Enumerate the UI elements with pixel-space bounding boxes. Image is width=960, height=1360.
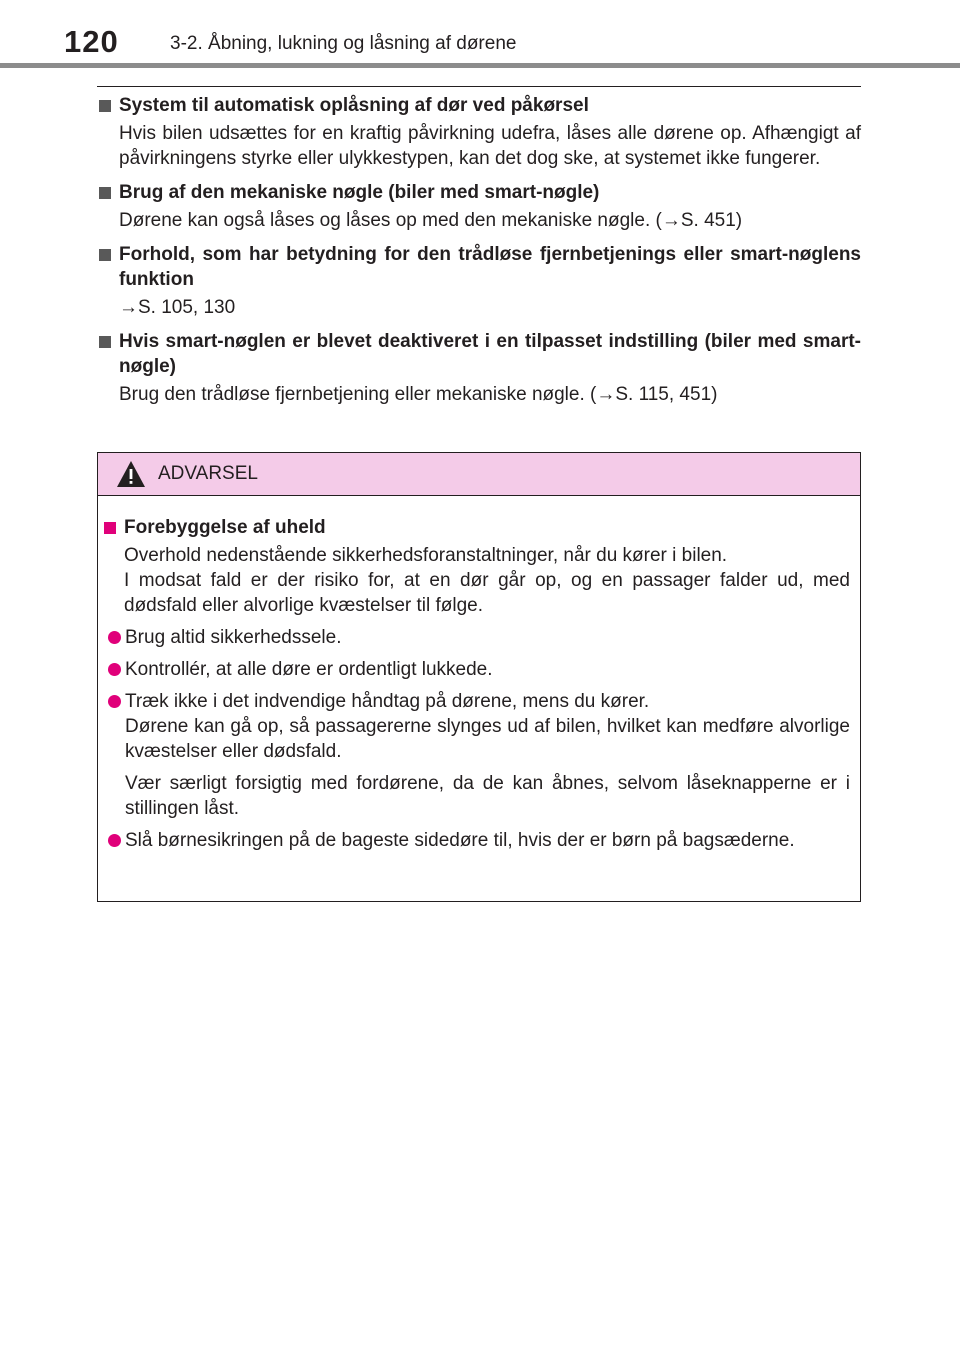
section-body: Dørene kan også låses og låses op med den mekaniske nøgle. (→S. 451): [119, 210, 743, 231]
circle-bullet-icon: [108, 834, 121, 847]
warning-body: [98, 496, 860, 853]
section: [97, 329, 861, 407]
section-title: Brug af den mekaniske nøgle (biler med smart-nøgle): [119, 182, 600, 203]
warning-header: [98, 453, 860, 496]
warning-triangle-icon: [116, 460, 146, 488]
circle-bullet-icon: [108, 663, 121, 676]
list-item: Træk ikke i det indvendige håndtag på dørene, mens du kører. Dørene kan gå op, så passagererne slynges ud af bilen, hvilket kan medføre alvorlige kvæstelser eller dødsfald.: [102, 689, 850, 764]
section: [97, 242, 861, 320]
square-bullet-icon: [104, 522, 116, 534]
page-header: [0, 0, 960, 70]
chapter-title: 3-2. Åbning, lukning og låsning af dørene: [170, 33, 517, 54]
circle-bullet-icon: [108, 631, 121, 644]
warning-title: Forebyggelse af uheld: [124, 517, 326, 538]
warning-box: [97, 452, 861, 902]
section-title: Hvis smart-nøglen er blevet deaktiveret i en tilpasset indstilling (biler med smart-nøgle): [119, 331, 861, 377]
square-bullet-icon: [99, 249, 111, 261]
section-body: Brug den trådløse fjernbetjening eller mekaniske nøgle. (→S. 115, 451): [119, 384, 718, 405]
section-title: Forhold, som har betydning for den trådløse fjernbetjenings eller smart-nøglens funktion: [119, 244, 861, 290]
main-content: [97, 93, 861, 416]
list-item: Kontrollér, at alle døre er ordentligt lukkede.: [102, 657, 850, 682]
warning-intro: Overhold nedenstående sikkerhedsforanstaltninger, når du kører i bilen.: [124, 545, 728, 566]
header-rule: [0, 63, 960, 68]
page-number: 120: [64, 24, 119, 59]
square-bullet-icon: [99, 187, 111, 199]
section-body: Hvis bilen udsættes for en kraftig påvirkning udefra, låses alle dørene op. Afhængigt af påvirkningens styrke eller ulykkestypen, kan det dog ske, at systemet ikke fungerer.: [119, 123, 861, 169]
warning-intro: I modsat fald er der risiko for, at en dør går op, og en passager falder ud, med dødsfald eller alvorlige kvæstelser til følge.: [124, 570, 850, 616]
list-item: Brug altid sikkerhedssele.: [102, 625, 850, 650]
square-bullet-icon: [99, 336, 111, 348]
section: [97, 180, 861, 233]
square-bullet-icon: [99, 100, 111, 112]
warning-label: ADVARSEL: [158, 463, 258, 484]
section: [97, 93, 861, 171]
list-item: Slå børnesikringen på de bageste sidedøre til, hvis der er børn på bagsæderne.: [102, 828, 850, 853]
section-title: System til automatisk oplåsning af dør ved påkørsel: [119, 95, 589, 116]
section-divider: [97, 86, 861, 87]
section-body: →S. 105, 130: [119, 297, 236, 318]
circle-bullet-icon: [108, 695, 121, 708]
list-item-note: Vær særligt forsigtig med fordørene, da de kan åbnes, selvom låseknapperne er i stillingen låst.: [125, 773, 850, 819]
